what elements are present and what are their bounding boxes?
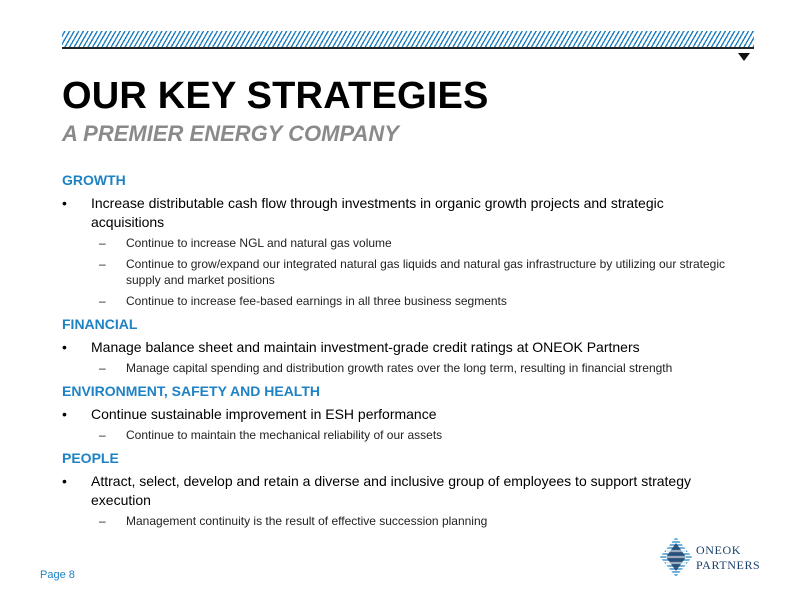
sub-item-text: Continue to increase NGL and natural gas volume <box>126 236 392 250</box>
dash-icon: – <box>99 294 106 308</box>
bullet-icon: • <box>62 339 67 355</box>
sub-item <box>62 235 730 251</box>
oneok-diamond-logo-icon <box>660 537 692 577</box>
sub-item <box>62 360 730 376</box>
sub-item-text: Manage capital spending and distribution growth rates over the long term, resulting in financial strength <box>126 361 673 375</box>
bullet-text: Attract, select, develop and retain a diverse and inclusive group of employees to support strategy execution <box>91 473 692 508</box>
bullet-icon: • <box>62 195 67 211</box>
bullet-icon: • <box>62 406 67 422</box>
slide-subtitle: A PREMIER ENERGY COMPANY <box>62 121 399 146</box>
dash-icon: – <box>99 257 106 271</box>
sub-item-text: Continue to maintain the mechanical reliability of our assets <box>126 428 443 442</box>
section-growth <box>62 170 730 309</box>
section-esh <box>62 381 730 443</box>
dash-icon: – <box>99 361 106 375</box>
dash-icon: – <box>99 236 106 250</box>
section-financial <box>62 314 730 376</box>
dash-icon: – <box>99 514 106 528</box>
logo-wordmark <box>696 543 760 573</box>
bullet-item <box>62 472 730 510</box>
sub-item <box>62 256 730 288</box>
sub-item <box>62 513 730 529</box>
sub-item <box>62 293 730 309</box>
section-heading: PEOPLE <box>62 450 119 466</box>
bullet-text: Manage balance sheet and maintain investment-grade credit ratings at ONEOK Partners <box>91 339 640 355</box>
strategy-list <box>62 170 730 534</box>
bullet-item <box>62 338 730 357</box>
dash-icon: – <box>99 428 106 442</box>
slide-title: OUR KEY STRATEGIES <box>62 75 489 117</box>
down-triangle-icon <box>738 53 750 61</box>
logo-line-1: ONEOK <box>696 543 741 557</box>
bullet-text: Continue sustainable improvement in ESH performance <box>91 406 437 422</box>
oneok-partners-logo <box>660 537 770 581</box>
header-hatched-rule <box>62 31 754 47</box>
section-heading: FINANCIAL <box>62 316 138 332</box>
logo-line-2: PARTNERS <box>696 558 761 572</box>
page-number: Page 8 <box>40 569 75 581</box>
section-heading: ENVIRONMENT, SAFETY AND HEALTH <box>62 383 320 399</box>
bullet-text: Increase distributable cash flow through investments in organic growth projects and strategic acquisitions <box>91 195 664 230</box>
header-divider-line <box>62 47 754 49</box>
bullet-item <box>62 194 730 232</box>
section-heading: GROWTH <box>62 172 126 188</box>
section-people <box>62 448 730 529</box>
sub-item-text: Continue to grow/expand our integrated natural gas liquids and natural gas infrastructure by utilizing our strategic supply and market positions <box>126 257 726 287</box>
sub-item <box>62 427 730 443</box>
bullet-item <box>62 405 730 424</box>
bullet-icon: • <box>62 473 67 489</box>
sub-item-text: Continue to increase fee-based earnings in all three business segments <box>126 294 507 308</box>
sub-item-text: Management continuity is the result of effective succession planning <box>126 514 488 528</box>
